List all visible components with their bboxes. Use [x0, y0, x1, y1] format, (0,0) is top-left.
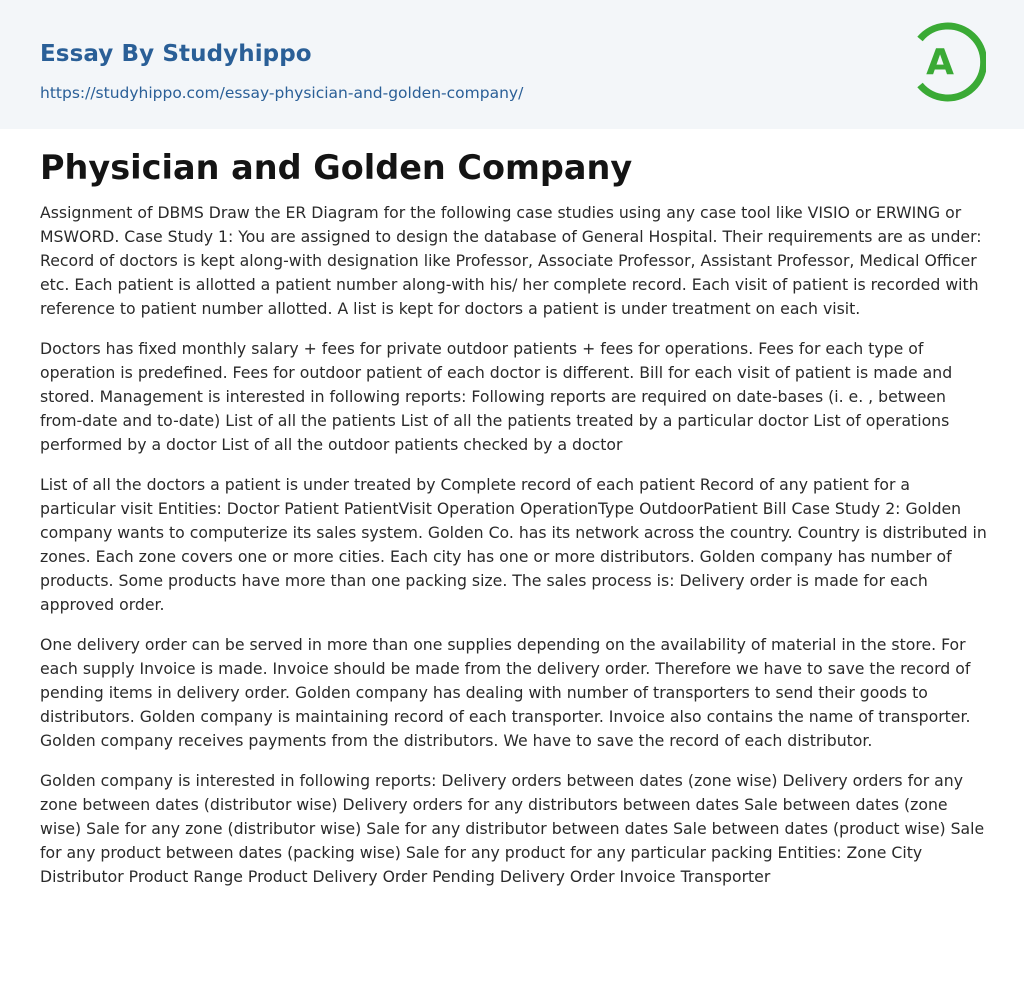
logo-letter: A — [926, 42, 954, 83]
site-brand[interactable]: Essay By Studyhippo — [40, 41, 312, 67]
site-header — [0, 0, 1024, 129]
paragraph-2: Doctors has fixed monthly salary + fees for private outdoor patients + fees for operations. Fees for each type of operation is predefined. Fees for outdoor patient of each doctor is different. Bill for each visit of patient is made and stored. Management is interested in following reports: Following reports are required on date-bases (i. e. , between from-date and to-date) List of all the patients List of all the patients treated by a particular doctor List of operations performed by a doctor List of all the outdoor patients checked by a doctor — [40, 339, 953, 454]
paragraph-1: Assignment of DBMS Draw the ER Diagram for the following case studies using any case tool like VISIO or ERWING or MSWORD. Case Study 1: You are assigned to design the database of General Hospital. Their requirements are as under: Record of doctors is kept along-with designation like Professor, Associate Professor, Assistant Professor, Medical Officer etc. Each patient is allotted a patient number along-with his/ her complete record. Each visit of patient is recorded with reference to patient number allotted. A list is kept for doctors a patient is under treatment on each visit. — [40, 203, 982, 318]
studyhippo-logo-icon[interactable] — [912, 19, 986, 105]
page-title: Physician and Golden Company — [40, 148, 633, 187]
article — [40, 143, 988, 905]
paragraph-5: Golden company is interested in following reports: Delivery orders between dates (zone wise) Delivery orders for any zone between dates (distributor wise) Delivery orders for any distributors between dates Sale between dates (zone wise) Sale for any zone (distributor wise) Sale for any distributor between dates Sale between dates (product wise) Sale for any product between dates (packing wise) Sale for any product for any particular packing Entities: Zone City Distributor Product Range Product Delivery Order Pending Delivery Order Invoice Transporter — [40, 771, 985, 886]
paragraph-3: List of all the doctors a patient is under treated by Complete record of each patient Record of any patient for a particular visit Entities: Doctor Patient PatientVisit Operation OperationType OutdoorPatient Bill Case Study 2: Golden company wants to computerize its sales system. Golden Co. has its network across the country. Country is distributed in zones. Each zone covers one or more cities. Each city has one or more distributors. Golden company has number of products. Some products have more than one packing size. The sales process is: Delivery order is made for each approved order. — [40, 475, 987, 614]
paragraph-4: One delivery order can be served in more than one supplies depending on the availability of material in the store. For each supply Invoice is made. Invoice should be made from the delivery order. Therefore we have to save the record of pending items in delivery order. Golden company has dealing with number of transporters to send their goods to distributors. Golden company is maintaining record of each transporter. Invoice also contains the name of transporter. Golden company receives payments from the distributors. We have to save the record of each distributor. — [40, 635, 971, 750]
page-url-link[interactable]: https://studyhippo.com/essay-physician-and-golden-company/ — [40, 84, 524, 102]
